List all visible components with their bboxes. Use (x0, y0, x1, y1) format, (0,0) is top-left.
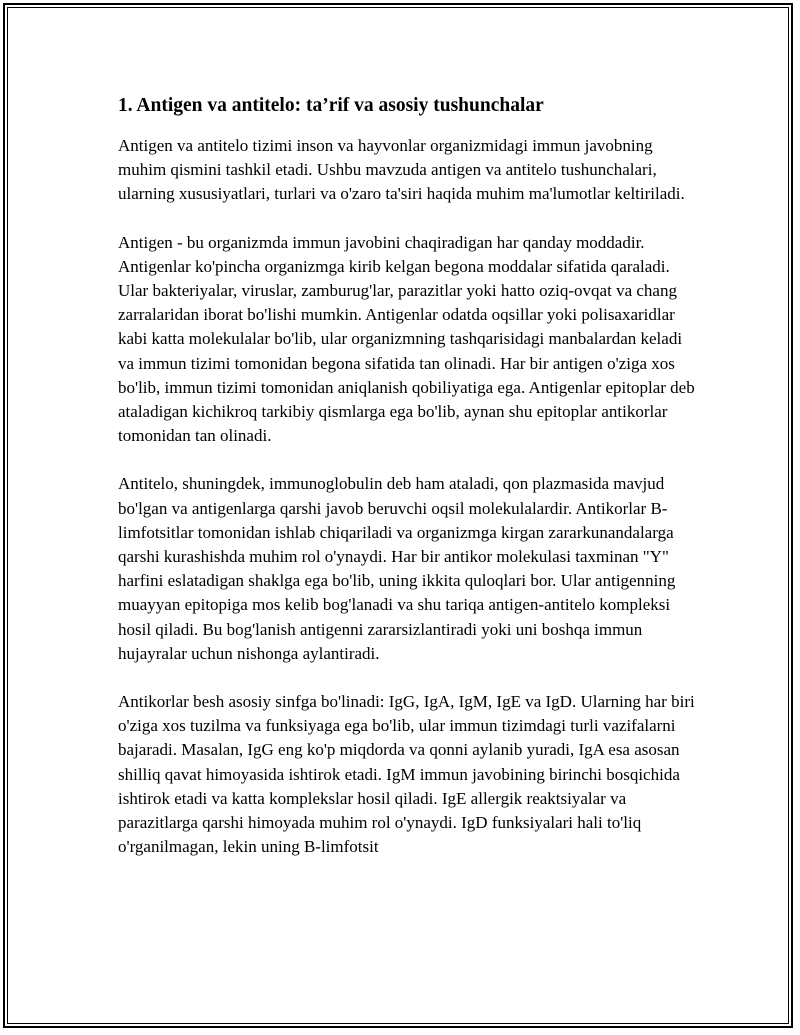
document-body (118, 92, 698, 883)
section-heading: 1. Antigen va antitelo: ta’rif va asosiy tushunchalar (118, 95, 544, 116)
paragraph-intro: Antigen va antitelo tizimi inson va hayvonlar organizmidagi immun javobning muhim qismini tashkil etadi. Ushbu mavzuda antigen va antitelo tushunchalari, ularning xususiyatlari, turlari va o'zaro ta'siri haqida muhim ma'lumotlar keltiriladi. (118, 136, 685, 204)
paragraph-antibody-classes: Antikorlar besh asosiy sinfga bo'linadi: IgG, IgA, IgM, IgE va IgD. Ularning har biri o'ziga xos tuzilma va funksiyaga ega bo'lib, ular immun tizimdagi turli vazifalarni bajaradi. Masalan, IgG eng ko'p miqdorda va qonni aylanib yuradi, IgA esa asosan shilliq qavat himoyasida ishtirok etadi. IgM immun javobining birinchi bosqichida ishtirok etadi va katta komplekslar hosil qiladi. IgE allergik reaktsiyalar va parazitlarga qarshi himoyada muhim rol o'ynaydi. IgD funksiyalari hali to'liq o'rganilmagan, lekin uning B-limfotsit (118, 692, 695, 857)
paragraph-antigen: Antigen - bu organizmda immun javobini chaqiradigan har qanday moddadir. Antigenlar ko'pincha organizmga kirib kelgan begona moddalar sifatida qaraladi. Ular bakteriyalar, viruslar, zamburug'lar, parazitlar yoki hatto oziq-ovqat va chang zarralaridan iborat bo'lishi mumkin. Antigenlar odatda oqsillar yoki polisaxaridlar kabi katta molekulalar bo'lib, ular organizmning tashqarisidagi manbalardan keladi va immun tizimi tomonidan begona sifatida tan olinadi. Har bir antigen o'ziga xos bo'lib, immun tizimi tomonidan aniqlanish qobiliyatiga ega. Antigenlar epitoplar deb ataladigan kichikroq tarkibiy qismlarga ega bo'lib, aynan shu epitoplar antikorlar tomonidan tan olinadi. (118, 232, 695, 446)
paragraph-antitelo: Antitelo, shuningdek, immunoglobulin deb ham ataladi, qon plazmasida mavjud bo'lgan va antigenlarga qarshi javob beruvchi oqsil molekulalardir. Antikorlar B-limfotsitlar tomonidan ishlab chiqariladi va organizmga kirgan zararkunandalarga qarshi kurashishda muhim rol o'ynaydi. Har bir antikor molekulasi taxminan "Y" harfini eslatadigan shaklga ega bo'lib, uning ikkita quloqlari bor. Ular antigenning muayyan epitopiga mos kelib bog'lanadi va shu tariqa antigen-antitelo kompleksi hosil qiladi. Bu bog'lanish antigenni zararsizlantiradi yoki uni boshqa immun hujayralar uchun nishonga aylantiradi. (118, 474, 676, 663)
